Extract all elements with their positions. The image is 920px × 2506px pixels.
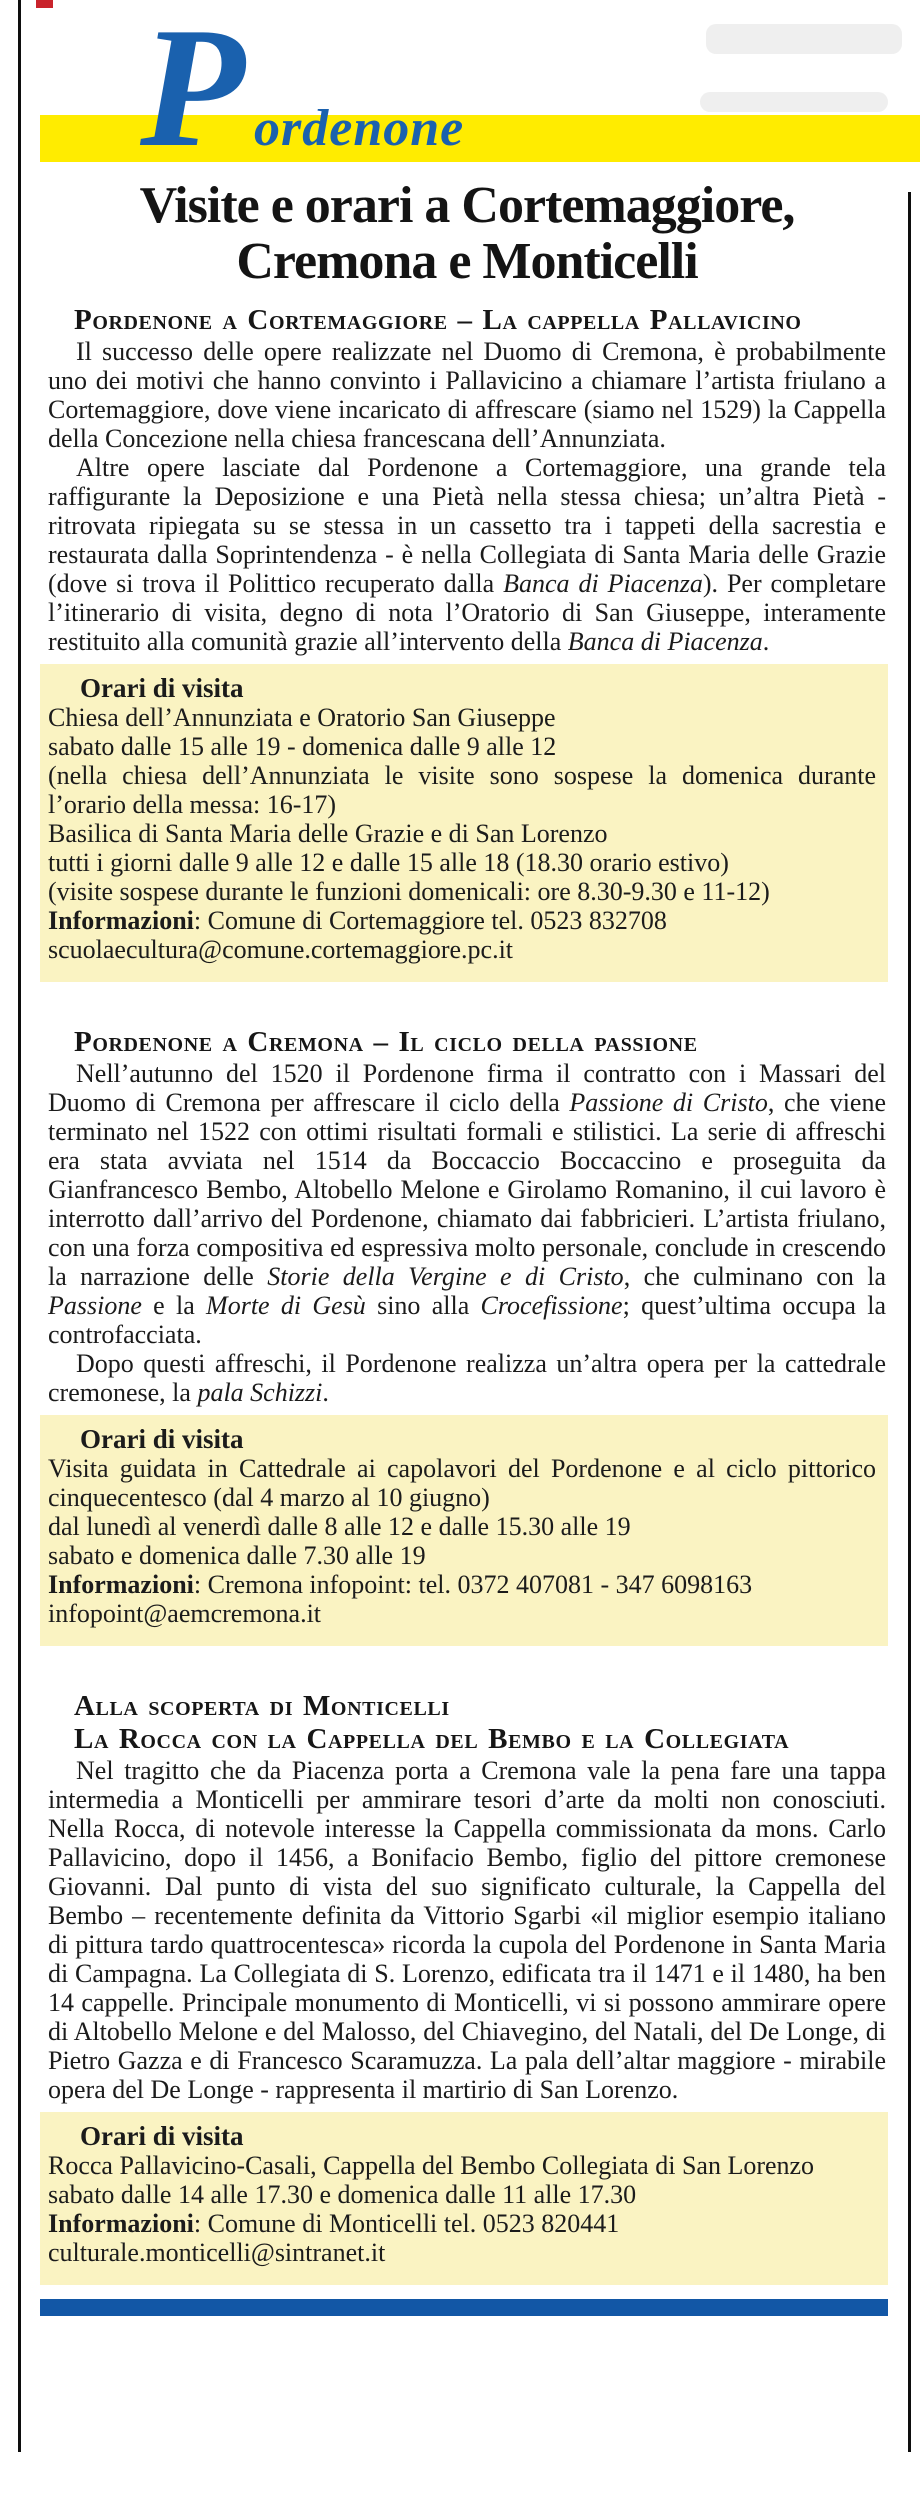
title-line-2: Cremona e Monticelli	[236, 233, 698, 290]
body-paragraph: Altre opere lasciate dal Pordenone a Cortemaggiore, una grande tela raffigurante la Deposizione e una Pietà nella stessa chiesa; un’altra Pietà - ritrovata ripiegata su se stessa in un cassetto tra i tappeti della sacrestia e restaurata dalla Soprintendenza - è nella Collegiata di Santa Maria delle Grazie (dove si trova il Polittico recuperato dalla Banca di Piacenza). Per completare l’itinerario di visita, degno di nota l’Oratorio di San Giuseppe, interamente restituito alla comunità grazie all’intervento della Banca di Piacenza.	[48, 453, 886, 656]
schedule-box-title: Orari di visita	[80, 673, 244, 703]
text-segment: Storie della Vergine e di Cristo	[267, 1262, 624, 1291]
text-segment: Informazioni	[48, 1570, 194, 1599]
scan-artifact	[706, 24, 902, 54]
schedule-line: dal lunedì al venerdì dalle 8 alle 12 e dalle 15.30 alle 19	[48, 1512, 631, 1541]
section-header: Pordenone a Cremona – Il ciclo della passione	[74, 1026, 698, 1058]
text-segment: Banca di Piacenza	[503, 569, 703, 598]
schedule-box-title: Orari di visita	[80, 1424, 244, 1454]
schedule-line: Informazioni: Cremona infopoint: tel. 0372 407081 - 347 6098163	[48, 1570, 753, 1599]
schedule-line: Informazioni: Comune di Cortemaggiore tel. 0523 832708	[48, 906, 667, 935]
schedule-line: (visite sospese durante le funzioni domenicali: ore 8.30-9.30 e 11-12)	[48, 877, 770, 906]
text-segment: Crocefissione	[480, 1291, 623, 1320]
text-segment: Passione di Cristo	[569, 1088, 768, 1117]
schedule-line: infopoint@aemcremona.it	[48, 1599, 322, 1628]
title-line-1: Visite e orari a Cortemaggiore,	[139, 177, 795, 234]
schedule-line: sabato dalle 15 alle 19 - domenica dalle 9 alle 12	[48, 732, 557, 761]
bottom-blue-bar	[40, 2299, 888, 2316]
scan-artifact	[700, 92, 888, 112]
schedule-line: Visita guidata in Cattedrale ai capolavori del Pordenone e al ciclo pittorico cinquecentesco (dal 4 marzo al 10 giugno)	[48, 1454, 876, 1512]
section-header: Alla scoperta di Monticelli	[74, 1690, 450, 1722]
left-column-rule	[18, 0, 21, 2452]
schedule-line: Informazioni: Comune di Monticelli tel. 0523 820441	[48, 2209, 620, 2238]
article-section-3	[48, 1690, 886, 2285]
schedule-line: sabato dalle 14 alle 17.30 e domenica dalle 11 alle 17.30	[48, 2180, 637, 2209]
article-body	[48, 304, 886, 2285]
schedule-line: tutti i giorni dalle 9 alle 12 e dalle 15 alle 18 (18.30 orario estivo)	[48, 848, 729, 877]
schedule-box-title: Orari di visita	[80, 2121, 244, 2151]
text-segment: Passione	[48, 1291, 142, 1320]
text-segment: Morte di Gesù	[206, 1291, 366, 1320]
article-section-1	[48, 304, 886, 982]
section-header: La Rocca con la Cappella del Bembo e la Collegiata	[74, 1723, 790, 1755]
body-paragraph: Nel tragitto che da Piacenza porta a Cremona vale la pena fare una tappa intermedia a Monticelli per ammirare tesori d’arte da molti non conosciuti. Nella Rocca, di notevole interesse la Cappella commissionata da mons. Carlo Pallavicino, dopo il 1456, a Bonifacio Bembo, figlio del pittore cremonese Giovanni. Dal punto di vista del suo significato culturale, la Cappella del Bembo – recentemente definita da Vittorio Sgarbi «il miglior esempio italiano di pittura tardo quattrocentesca» ricorda la cupola del Pordenone in Santa Maria di Campagna. La Collegiata di S. Lorenzo, edificata tra il 1471 e il 1480, ha ben 14 cappelle. Principale monumento di Monticelli, vi si possono ammirare opere di Altobello Melone e del Malosso, del Chiavegino, del Natali, del De Longe, di Pietro Gazza e di Francesco Scaramuzza. La pala dell’altar maggiore - mirabile opera del De Longe - rappresenta il martirio di San Lorenzo.	[48, 1756, 886, 2104]
schedule-line: Rocca Pallavicino-Casali, Cappella del Bembo Collegiata di San Lorenzo	[48, 2151, 815, 2180]
body-paragraph: Il successo delle opere realizzate nel Duomo di Cremona, è probabilmente uno dei motivi che hanno convinto i Pallavicino a chiamare l’artista friulano a Cortemaggiore, dove viene incaricato di affrescare (siamo nel 1529) la Cappella della Concezione nella chiesa francescana dell’Annunziata.	[48, 337, 886, 453]
schedule-line: Basilica di Santa Maria delle Grazie e di San Lorenzo	[48, 819, 608, 848]
page-title	[48, 178, 886, 290]
schedule-line: (nella chiesa dell’Annunziata le visite sono sospese la domenica durante l’orario della messa: 16-17)	[48, 761, 876, 819]
text-segment: pala Schizzi	[197, 1378, 323, 1407]
schedule-line: Chiesa dell’Annunziata e Oratorio San Giuseppe	[48, 703, 556, 732]
body-paragraph: Dopo questi affreschi, il Pordenone realizza un’altra opera per la cattedrale cremonese, la pala Schizzi.	[48, 1349, 886, 1407]
schedule-box	[40, 2112, 888, 2285]
schedule-box	[40, 664, 888, 982]
schedule-box	[40, 1415, 888, 1646]
article-column	[48, 178, 886, 2316]
schedule-line: scuolaecultura@comune.cortemaggiore.pc.it	[48, 935, 514, 964]
text-segment: Informazioni	[48, 906, 194, 935]
text-segment: Informazioni	[48, 2209, 194, 2238]
section-header: Pordenone a Cortemaggiore – La cappella Pallavicino	[74, 304, 802, 336]
schedule-line: sabato e domenica dalle 7.30 alle 19	[48, 1541, 426, 1570]
masthead-initial-letter: P	[140, 0, 246, 183]
schedule-line: culturale.monticelli@sintranet.it	[48, 2238, 386, 2267]
article-section-2	[48, 1026, 886, 1646]
text-segment: Banca di Piacenza	[567, 627, 763, 656]
registration-mark	[36, 0, 53, 8]
right-column-rule	[908, 192, 911, 2452]
masthead-wordmark: ordenone	[254, 100, 465, 157]
body-paragraph: Nell’autunno del 1520 il Pordenone firma il contratto con i Massari del Duomo di Cremona per affrescare il ciclo della Passione di Cristo, che viene terminato nel 1522 con ottimi risultati formali e stilistici. La serie di affreschi era stata avviata nel 1514 da Boccaccio Boccaccino e proseguita da Gianfrancesco Bembo, Altobello Melone e Girolamo Romanino, il cui lavoro è interrotto dall’arrivo del Pordenone, chiamato dai fabbricieri. L’artista friulano, con una forza compositiva ed espressiva molto personale, conclude in crescendo la narrazione delle Storie della Vergine e di Cristo, che culminano con la Passione e la Morte di Gesù sino alla Crocefissione; quest’ultima occupa la controfacciata.	[48, 1059, 887, 1349]
